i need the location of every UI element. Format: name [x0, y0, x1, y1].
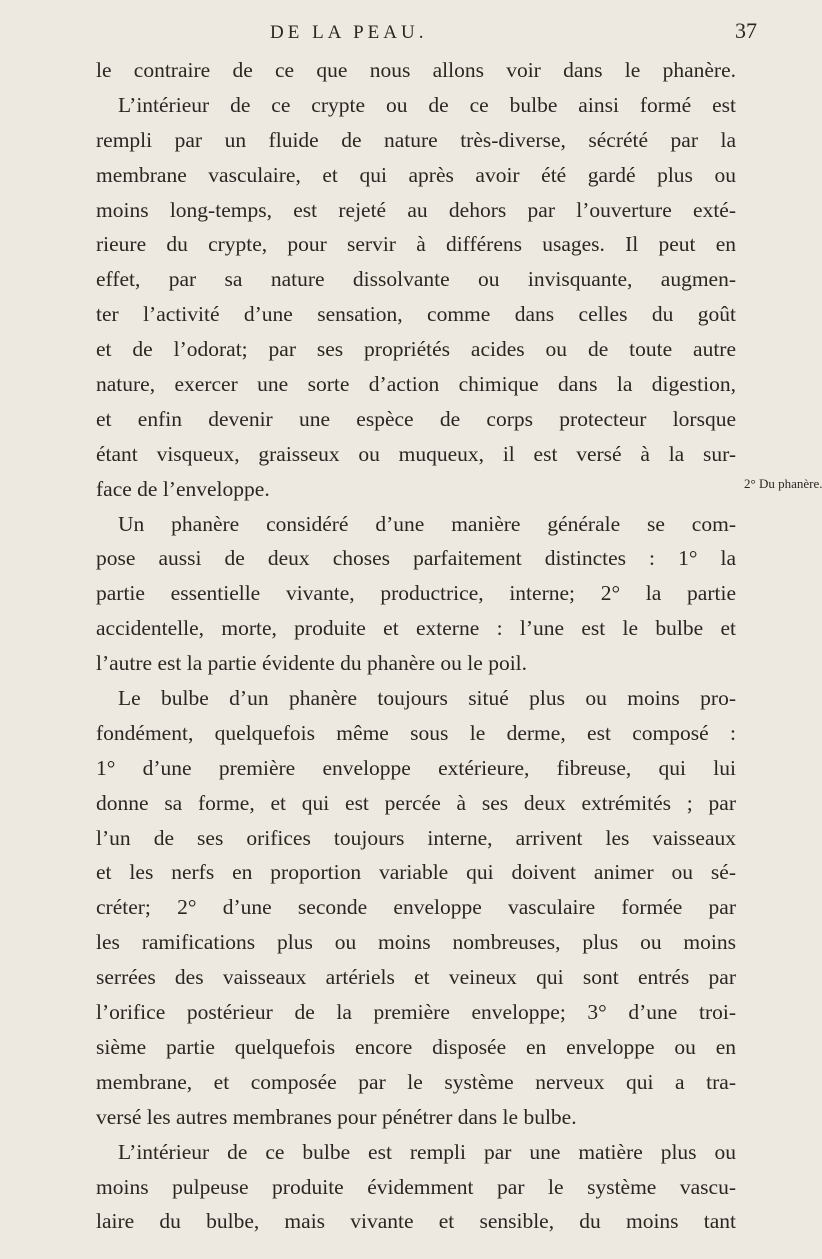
- text-line: face de l’enveloppe.: [96, 476, 270, 501]
- text-line: rempli par un fluide de nature très-diverse, sécrété par la: [96, 127, 736, 152]
- text-line: membrane, et composée par le système nerveux qui a tra-: [96, 1069, 736, 1094]
- text-line: membrane vasculaire, et qui après avoir été gardé plus ou: [96, 162, 736, 187]
- text-line: étant visqueux, graisseux ou muqueux, il est versé à la sur-: [96, 441, 736, 466]
- text-line: serrées des vaisseaux artériels et veineux qui sont entrés par: [96, 965, 736, 990]
- text-line: versé les autres membranes pour pénétrer dans le bulbe.: [96, 1104, 577, 1129]
- text-line: l’un de ses orifices toujours interne, arrivent les vaisseaux: [96, 825, 736, 850]
- body-text: [96, 53, 736, 1239]
- page-number: 37: [735, 18, 757, 43]
- text-line: les ramifications plus ou moins nombreuses, plus ou moins: [96, 930, 736, 955]
- text-line: moins pulpeuse produite évidemment par le système vascu-: [96, 1174, 736, 1199]
- running-title: DE LA PEAU.: [270, 22, 428, 43]
- text-line: et enfin devenir une espèce de corps protecteur lorsque: [96, 406, 736, 431]
- text-line: pose aussi de deux choses parfaitement distinctes : 1° la: [96, 546, 736, 571]
- text-line: moins long-temps, est rejeté au dehors par l’ouverture exté-: [96, 197, 736, 222]
- text-line: ter l’activité d’une sensation, comme dans celles du goût: [96, 302, 736, 327]
- text-line: L’intérieur de ce bulbe est rempli par une matière plus ou: [118, 1139, 736, 1164]
- text-line: partie essentielle vivante, productrice, interne; 2° la partie: [96, 581, 736, 606]
- text-line: laire du bulbe, mais vivante et sensible, du moins tant: [96, 1209, 736, 1234]
- text-line: L’intérieur de ce crypte ou de ce bulbe ainsi formé est: [118, 92, 736, 117]
- text-line: et les nerfs en proportion variable qui doivent animer ou sé-: [96, 860, 736, 885]
- text-line: rieure du crypte, pour servir à différens usages. Il peut en: [96, 232, 736, 257]
- text-line: créter; 2° d’une seconde enveloppe vasculaire formée par: [96, 895, 736, 920]
- text-line: effet, par sa nature dissolvante ou invisquante, augmen-: [96, 267, 736, 292]
- text-line: l’autre est la partie évidente du phanère ou le poil.: [96, 651, 528, 676]
- text-line: Un phanère considéré d’une manière générale se com-: [118, 511, 736, 536]
- text-line: le contraire de ce que nous allons voir dans le phanère.: [96, 58, 736, 82]
- text-line: fondément, quelquefois même sous le derme, est composé :: [96, 720, 736, 745]
- margin-note: 2° Du phanère.: [744, 476, 822, 491]
- text-line: Le bulbe d’un phanère toujours situé plus ou moins pro-: [118, 686, 736, 711]
- text-line: et de l’odorat; par ses propriétés acides ou de toute autre: [96, 337, 736, 362]
- text-line: donne sa forme, et qui est percée à ses deux extrémités ; par: [96, 790, 736, 815]
- text-line: nature, exercer une sorte d’action chimique dans la digestion,: [96, 372, 736, 397]
- text-line: l’orifice postérieur de la première enveloppe; 3° d’une troi-: [96, 1000, 736, 1025]
- text-line: accidentelle, morte, produite et externe : l’une est le bulbe et: [96, 616, 736, 641]
- text-line: 1° d’une première enveloppe extérieure, fibreuse, qui lui: [96, 755, 736, 780]
- text-line: sième partie quelquefois encore disposée en enveloppe ou en: [96, 1034, 736, 1059]
